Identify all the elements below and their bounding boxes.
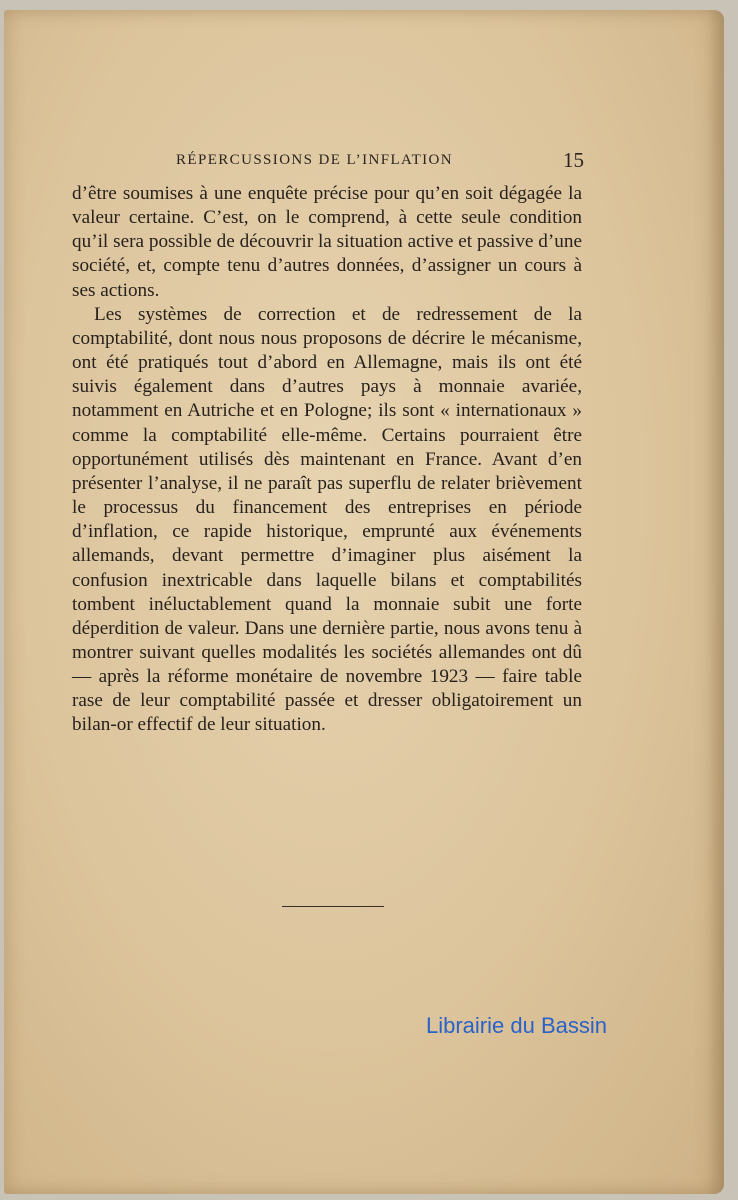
page-number: 15	[563, 148, 584, 172]
paragraph-2: Les systèmes de correction et de redressement de la comptabilité, dont nous nous proposons de décrire le mécanisme, ont été pratiqués tout d’abord en Allemagne, mais ils ont été suivis également dans d’autres pays à monnaie avariée, notamment en Autriche et en Pologne; ils sont « internationaux » comme la comptabilité elle-même. Certains pourraient être opportunément utilisés dès maintenant en France. Avant d’en présenter l’analyse, il ne paraît pas superflu de relater brièvement le processus du financement des entreprises en période d’inflation, ce rapide historique, emprunté aux événements allemands, devant permettre d’imaginer plus aisément la confusion inextricable dans laquelle bilans et comptabilités tombent inéluctablement quand la monnaie subit une forte déperdition de valeur. Dans une dernière partie, nous avons tenu à montrer suivant quelles modalités les sociétés allemandes ont dû — après la réforme monétaire de novembre 1923 — faire table rase de leur comptabilité passée et dresser obligatoirement un bilan-or effectif de leur situation.	[72, 303, 582, 736]
page-edge-shadow	[708, 10, 724, 1194]
running-header	[176, 148, 584, 172]
book-page	[4, 10, 724, 1194]
watermark-label: Librairie du Bassin	[426, 1013, 607, 1038]
running-title: RÉPERCUSSIONS DE L’INFLATION	[176, 152, 454, 168]
body-text	[72, 182, 582, 738]
section-end-rule	[282, 906, 384, 907]
paragraph-1: d’être soumises à une enquête précise pour qu’en soit dégagée la valeur certaine. C’est, on le comprend, à cette seule condition qu’il sera possible de découvrir la situation active et passive d’une société, et, compte tenu d’autres données, d’assigner un cours à ses actions.	[72, 183, 582, 301]
